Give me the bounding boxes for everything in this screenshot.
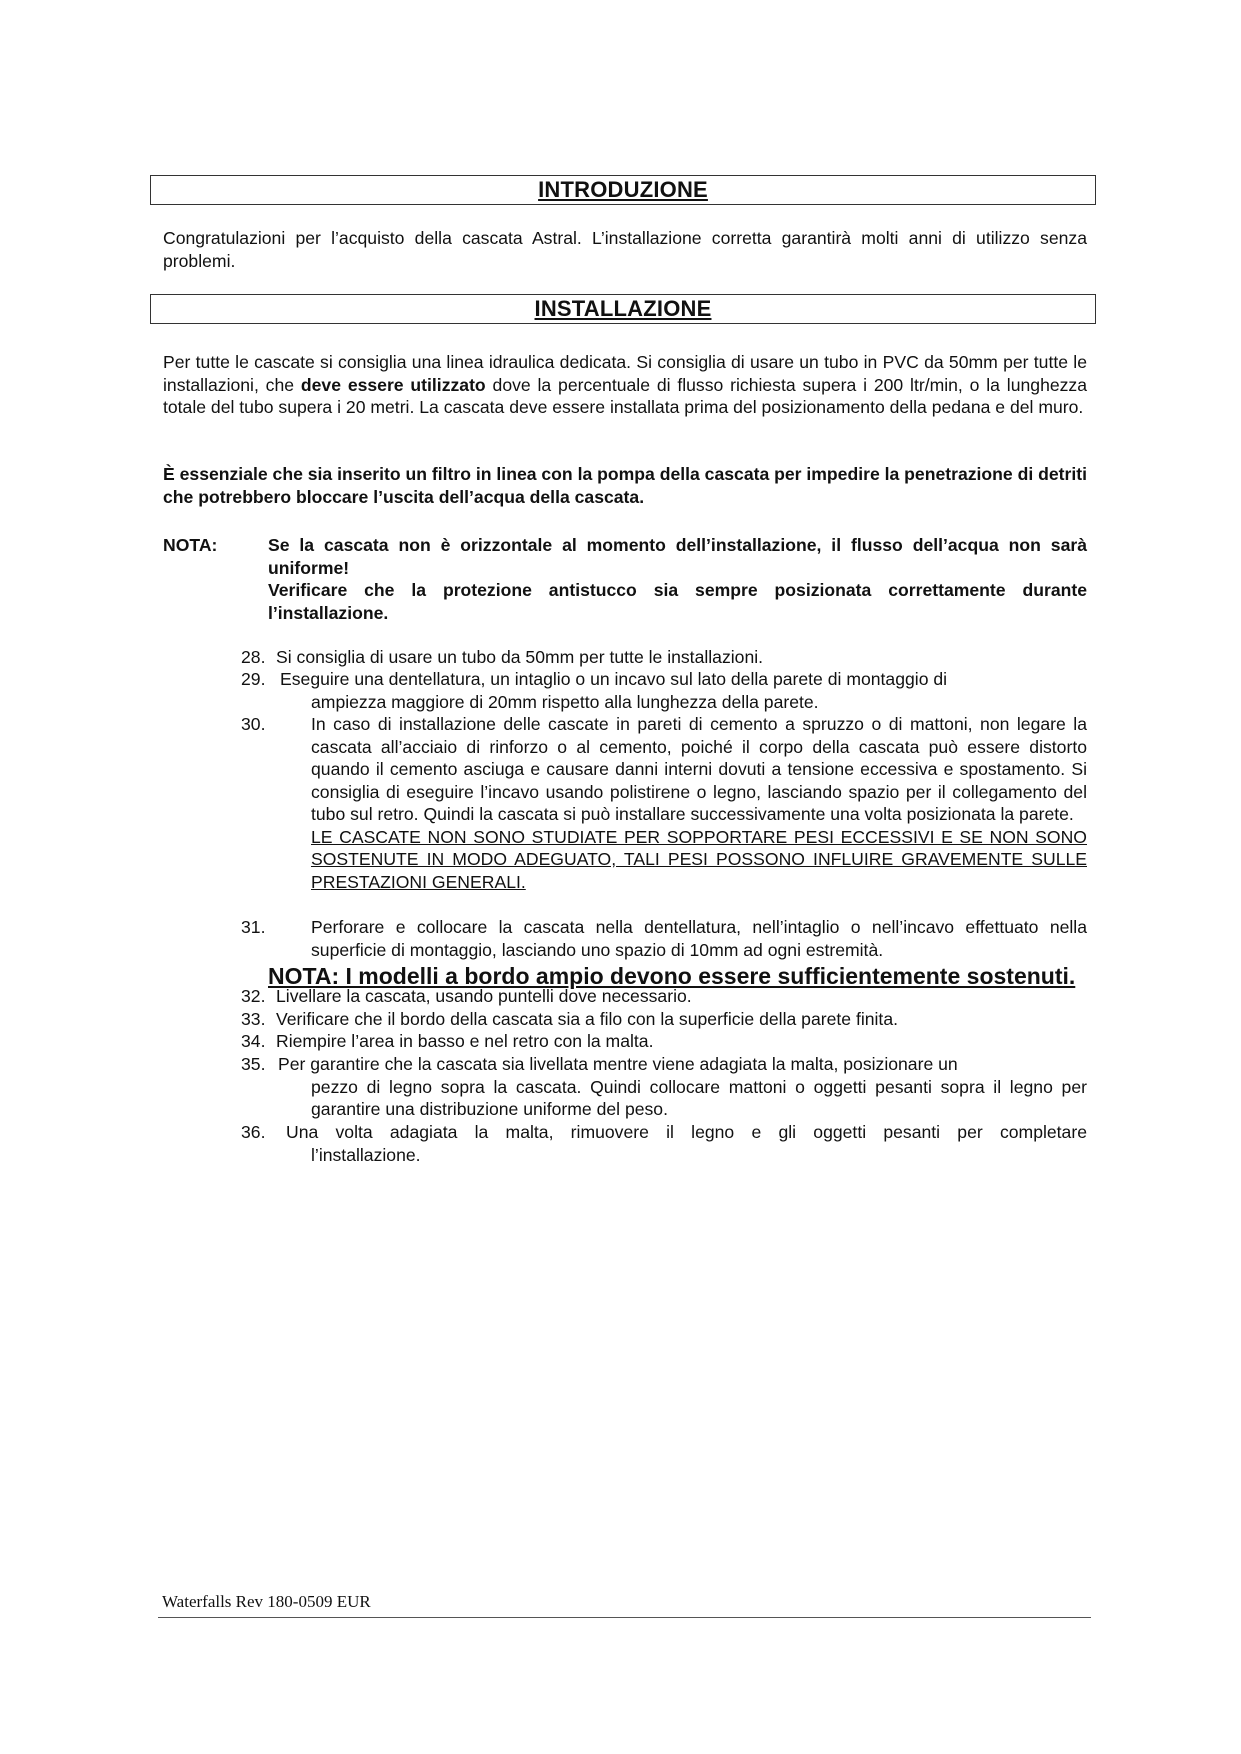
step-text: Verificare che il bordo della cascata sia a filo con la superficie della parete finita. xyxy=(276,1009,898,1029)
step-body: In caso di installazione delle cascate in pareti di cemento a spruzzo o di mattoni, non legare la cascata all’acciaio di rinforzo o al cemento, poiché il corpo della cascata può essere distorto quando il cemento asciuga e causare danni interni dovuti a tensione eccessiva e spostamento. Si consiglia di eseguire l’incavo usando polistirene o legno, lasciando spazio per il collegamento del tubo sul retro. Quindi la cascata si può installare successivamente una volta posizionata la parete. xyxy=(311,714,1087,824)
step-continuation: ampiezza maggiore di 20mm rispetto alla lunghezza della parete. xyxy=(311,691,819,712)
step-text: Si consiglia di usare un tubo da 50mm per tutte le installazioni. xyxy=(276,647,764,667)
install-p1-bold: deve essere utilizzato xyxy=(300,374,486,395)
intro-text: Congratulazioni per l’acquisto della cascata Astral. L’installazione corretta garantirà molti anni di utilizzo senza problemi. xyxy=(163,228,1087,271)
install-paragraph-1 xyxy=(163,351,1087,419)
step-text: Una volta adagiata la malta, rimuovere il legno e gli oggetti pesanti per completare xyxy=(286,1122,1087,1142)
step-continuation: l’installazione. xyxy=(311,1144,421,1165)
install-title: INSTALLAZIONE xyxy=(534,296,712,321)
step-number: 36. xyxy=(241,1122,266,1142)
step-text: Perforare e collocare la cascata nella dentellatura, nell’intaglio o nell’incavo effettuato nella superficie di montaggio, lasciando uno spazio di 10mm ad ogni estremità. xyxy=(311,917,1087,960)
weight-warning: LE CASCATE NON SONO STUDIATE PER SOPPORTARE PESI ECCESSIVI E SE NON SONO SOSTENUTE IN MODO ADEGUATO, TALI PESI POSSONO INFLUIRE GRAVEMENTE SULLE PRESTAZIONI GENERALI. xyxy=(311,826,1087,892)
intro-heading-box xyxy=(150,175,1096,205)
nota-line-1: Se la cascata non è orizzontale al momento dell’installazione, il flusso dell’acqua non sarà uniforme! xyxy=(268,535,1087,578)
step-text xyxy=(311,713,1087,893)
step-text: Riempire l’area in basso e nel retro con la malta. xyxy=(276,1031,654,1051)
step-text: Per garantire che la cascata sia livellata mentre viene adagiata la malta, posizionare un xyxy=(278,1054,958,1074)
install-p1-end: dove la percentuale di flusso richiesta supera i 200 ltr/min, o la lunghezza totale del tubo supera i 20 metri. La cascata deve essere installata prima del posizionamento della pedana e del muro. xyxy=(163,374,1088,417)
step-continuation: pezzo di legno sopra la cascata. Quindi collocare mattoni o oggetti pesanti sopra il legno per garantire una distribuzione uniforme del peso. xyxy=(311,1076,1087,1119)
step-number: 33. xyxy=(241,1009,266,1029)
footer-divider xyxy=(158,1617,1091,1618)
footer-revision: Waterfalls Rev 180-0509 EUR xyxy=(162,1592,371,1611)
intro-title: INTRODUZIONE xyxy=(538,177,708,202)
install-heading-box xyxy=(150,294,1096,324)
step-number: 34. xyxy=(241,1031,266,1051)
step-number: 32. xyxy=(241,986,266,1006)
filter-warning: È essenziale che sia inserito un filtro in linea con la pompa della cascata per impedire la penetrazione di detriti che potrebbero bloccare l’uscita dell’acqua della cascata. xyxy=(163,464,1087,507)
nota-body xyxy=(268,534,1087,624)
step-number: 29. xyxy=(241,669,266,689)
step-number: 35. xyxy=(241,1054,266,1074)
nota-line-2: Verificare che la protezione antistucco sia sempre posizionata correttamente durante l’installazione. xyxy=(268,580,1087,623)
step-text: Eseguire una dentellatura, un intaglio o un incavo sul lato della parete di montaggio di xyxy=(280,669,948,689)
step-number: 28. xyxy=(241,647,266,667)
nota-label: NOTA: xyxy=(163,535,218,555)
wide-edge-nota: NOTA: I modelli a bordo ampio devono essere sufficientemente sostenuti. xyxy=(268,963,1076,989)
step-number: 30. xyxy=(241,714,266,734)
step-text: Livellare la cascata, usando puntelli dove necessario. xyxy=(276,986,692,1006)
step-number: 31. xyxy=(241,917,266,937)
install-p1-start: Per tutte le cascate si consiglia una linea idraulica dedicata. Si consiglia di usare un tubo in PVC da 50mm per tutte le installazioni, che xyxy=(163,352,1087,395)
